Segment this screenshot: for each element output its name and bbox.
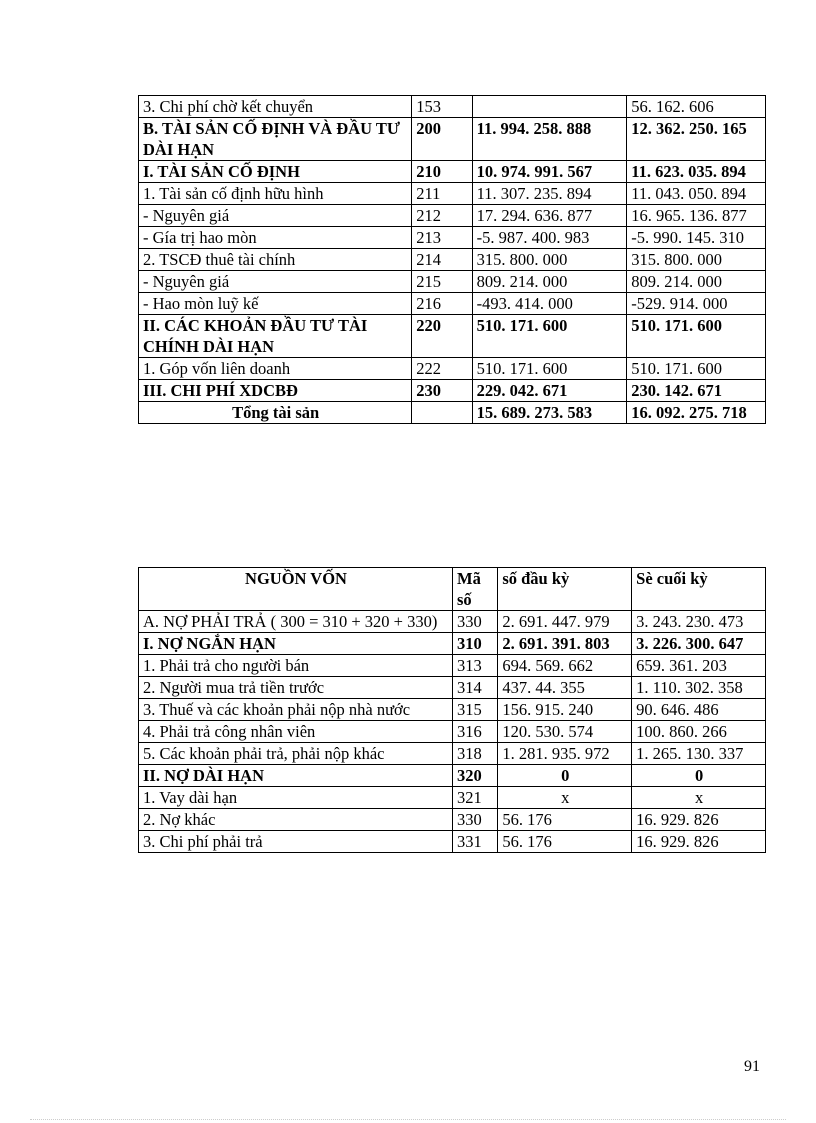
cell-name: - Hao mòn luỹ kế: [139, 293, 412, 315]
table-row: [139, 227, 766, 249]
cell-code: 331: [453, 831, 498, 853]
cell-end: x: [632, 787, 766, 809]
cell-begin: 56. 176: [498, 809, 632, 831]
table-row: [139, 611, 766, 633]
assets-table-body: [139, 96, 766, 424]
table-row: [139, 183, 766, 205]
cell-end: 809. 214. 000: [627, 271, 766, 293]
cell-end: 1. 265. 130. 337: [632, 743, 766, 765]
page-number: 91: [744, 1058, 760, 1075]
cell-code: 213: [412, 227, 472, 249]
cell-begin: 11. 994. 258. 888: [472, 118, 627, 161]
cell-name: B. TÀI SẢN CỐ ĐỊNH VÀ ĐẦU TƯ DÀI HẠN: [139, 118, 412, 161]
header-end: Sè cuối kỳ: [632, 568, 766, 611]
cell-code: 310: [453, 633, 498, 655]
cell-name: - Nguyên giá: [139, 205, 412, 227]
cell-begin: 437. 44. 355: [498, 677, 632, 699]
table-row: [139, 249, 766, 271]
header-name: NGUỒN VỐN: [139, 568, 453, 611]
cell-code: 318: [453, 743, 498, 765]
cell-code: 211: [412, 183, 472, 205]
cell-name: - Gía trị hao mòn: [139, 227, 412, 249]
cell-begin: 809. 214. 000: [472, 271, 627, 293]
cell-end: 16. 092. 275. 718: [627, 402, 766, 424]
table-row: [139, 787, 766, 809]
cell-code: 330: [453, 809, 498, 831]
cell-name: 3. Thuế và các khoản phải nộp nhà nước: [139, 699, 453, 721]
cell-name: 3. Chi phí chờ kết chuyển: [139, 96, 412, 118]
table-row: [139, 655, 766, 677]
cell-code: 320: [453, 765, 498, 787]
cell-end: 3. 226. 300. 647: [632, 633, 766, 655]
cell-end: 16. 929. 826: [632, 831, 766, 853]
assets-table: [138, 95, 766, 424]
cell-name: Tổng tài sản: [139, 402, 412, 424]
capital-table-body: [139, 611, 766, 853]
table-row: [139, 677, 766, 699]
cell-end: 510. 171. 600: [627, 315, 766, 358]
cell-end: 11. 043. 050. 894: [627, 183, 766, 205]
cell-begin: 120. 530. 574: [498, 721, 632, 743]
table-row: [139, 271, 766, 293]
table-row: [139, 118, 766, 161]
cell-name: 2. TSCĐ thuê tài chính: [139, 249, 412, 271]
capital-sources-table: [138, 567, 766, 853]
cell-end: 315. 800. 000: [627, 249, 766, 271]
cell-name: 1. Góp vốn liên doanh: [139, 358, 412, 380]
table-row: [139, 315, 766, 358]
cell-end: 510. 171. 600: [627, 358, 766, 380]
cell-name: II. NỢ DÀI HẠN: [139, 765, 453, 787]
cell-code: 214: [412, 249, 472, 271]
table-row: [139, 743, 766, 765]
cell-begin: 510. 171. 600: [472, 358, 627, 380]
header-code: Mã số: [453, 568, 498, 611]
table-row: [139, 721, 766, 743]
cell-begin: -5. 987. 400. 983: [472, 227, 627, 249]
cell-name: I. TÀI SẢN CỐ ĐỊNH: [139, 161, 412, 183]
cell-name: 1. Phải trả cho người bán: [139, 655, 453, 677]
cell-begin: 229. 042. 671: [472, 380, 627, 402]
cell-end: 230. 142. 671: [627, 380, 766, 402]
cell-code: 220: [412, 315, 472, 358]
cell-begin: 315. 800. 000: [472, 249, 627, 271]
cell-end: 90. 646. 486: [632, 699, 766, 721]
cell-code: 216: [412, 293, 472, 315]
cell-begin: 694. 569. 662: [498, 655, 632, 677]
cell-code: 153: [412, 96, 472, 118]
cell-name: 1. Vay dài hạn: [139, 787, 453, 809]
cell-end: 3. 243. 230. 473: [632, 611, 766, 633]
table-row: [139, 765, 766, 787]
cell-end: 1. 110. 302. 358: [632, 677, 766, 699]
table-row: [139, 358, 766, 380]
cell-name: 2. Nợ khác: [139, 809, 453, 831]
cell-end: 56. 162. 606: [627, 96, 766, 118]
cell-code: 314: [453, 677, 498, 699]
cell-begin: 2. 691. 391. 803: [498, 633, 632, 655]
cell-name: I. NỢ NGẮN HẠN: [139, 633, 453, 655]
cell-begin: 1. 281. 935. 972: [498, 743, 632, 765]
cell-code: 321: [453, 787, 498, 809]
cell-code: 313: [453, 655, 498, 677]
capital-table-header: [139, 568, 766, 611]
cell-begin: [472, 96, 627, 118]
cell-begin: 15. 689. 273. 583: [472, 402, 627, 424]
cell-code: 315: [453, 699, 498, 721]
table-row: [139, 380, 766, 402]
cell-begin: x: [498, 787, 632, 809]
cell-name: 5. Các khoản phải trả, phải nộp khác: [139, 743, 453, 765]
table-row: [139, 96, 766, 118]
table-row: [139, 205, 766, 227]
cell-code: 210: [412, 161, 472, 183]
table-row: [139, 809, 766, 831]
cell-end: 0: [632, 765, 766, 787]
cell-begin: 2. 691. 447. 979: [498, 611, 632, 633]
table-row: [139, 831, 766, 853]
cell-name: 3. Chi phí phải trả: [139, 831, 453, 853]
cell-end: -529. 914. 000: [627, 293, 766, 315]
cell-end: 11. 623. 035. 894: [627, 161, 766, 183]
page-bottom-rule: [30, 1119, 786, 1120]
header-begin: số đầu kỳ: [498, 568, 632, 611]
table-row: [139, 633, 766, 655]
cell-code: 222: [412, 358, 472, 380]
cell-begin: 510. 171. 600: [472, 315, 627, 358]
cell-name: 2. Người mua trả tiền trước: [139, 677, 453, 699]
cell-end: 659. 361. 203: [632, 655, 766, 677]
table-row: [139, 699, 766, 721]
cell-name: 4. Phải trả công nhân viên: [139, 721, 453, 743]
cell-end: 16. 929. 826: [632, 809, 766, 831]
cell-name: 1. Tài sản cố định hữu hình: [139, 183, 412, 205]
cell-code: 316: [453, 721, 498, 743]
cell-begin: 17. 294. 636. 877: [472, 205, 627, 227]
cell-code: 230: [412, 380, 472, 402]
cell-code: 330: [453, 611, 498, 633]
cell-end: 100. 860. 266: [632, 721, 766, 743]
cell-begin: 56. 176: [498, 831, 632, 853]
cell-begin: -493. 414. 000: [472, 293, 627, 315]
cell-begin: 0: [498, 765, 632, 787]
table-row: [139, 161, 766, 183]
cell-end: 12. 362. 250. 165: [627, 118, 766, 161]
cell-code: [412, 402, 472, 424]
cell-begin: 11. 307. 235. 894: [472, 183, 627, 205]
cell-begin: 10. 974. 991. 567: [472, 161, 627, 183]
cell-name: II. CÁC KHOẢN ĐẦU TƯ TÀI CHÍNH DÀI HẠN: [139, 315, 412, 358]
cell-name: III. CHI PHÍ XDCBĐ: [139, 380, 412, 402]
table-row: [139, 402, 766, 424]
cell-name: - Nguyên giá: [139, 271, 412, 293]
cell-end: -5. 990. 145. 310: [627, 227, 766, 249]
table-row: [139, 293, 766, 315]
cell-begin: 156. 915. 240: [498, 699, 632, 721]
cell-code: 200: [412, 118, 472, 161]
cell-code: 215: [412, 271, 472, 293]
cell-name: A. NỢ PHẢI TRẢ ( 300 = 310 + 320 + 330): [139, 611, 453, 633]
cell-code: 212: [412, 205, 472, 227]
cell-end: 16. 965. 136. 877: [627, 205, 766, 227]
